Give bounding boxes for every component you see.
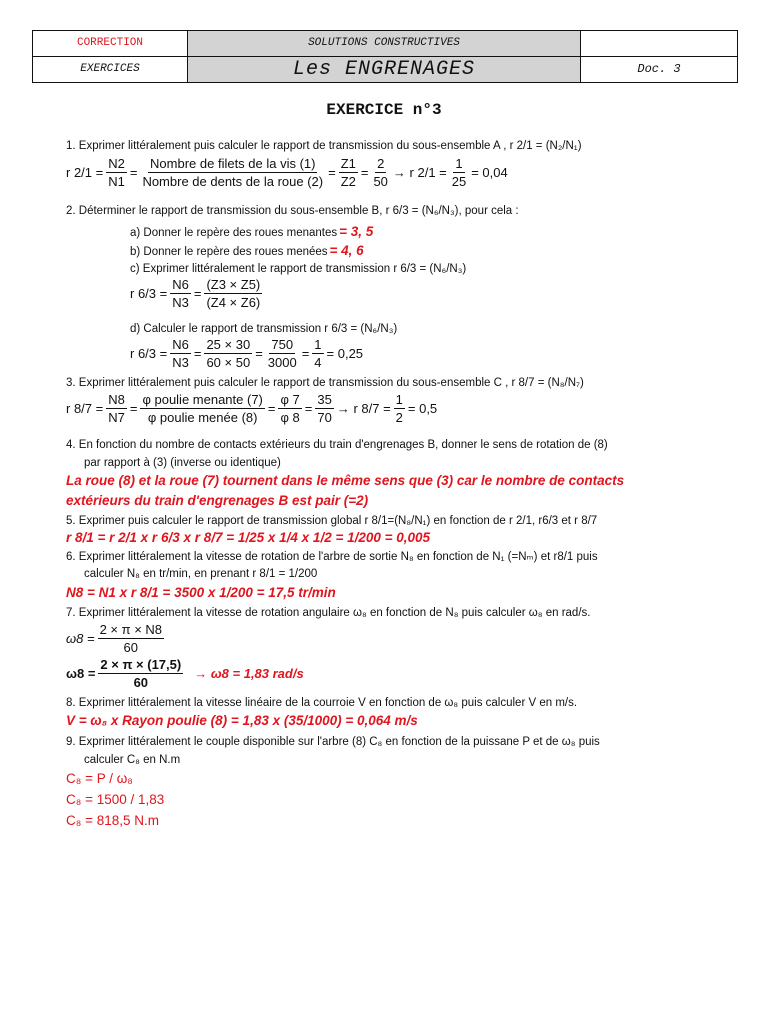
- q2-c: c) Exprimer littéralement le rapport de transmission r 6/3 = (N₆/N₃): [130, 263, 467, 275]
- q3-text: 3. Exprimer littéralement puis calculer le rapport de transmission du sous-ensemble C , r 8/7 = (N₈/N₇): [66, 377, 584, 389]
- q6-text1: 6. Exprimer littéralement la vitesse de rotation de l'arbre de sortie N₈ en fonction de N₁ (=Nₘ) et r8/1 puis: [66, 551, 598, 563]
- q9-text1: 9. Exprimer littéralement le couple disponible sur l'arbre (8) C₈ en fonction de la puissane P et de ω₈ puis: [66, 736, 600, 748]
- q2-d-equation: r 6/3 = $\frac{N6}{N3}$ = 25 × 30 60 × 50 = 750 3000 = $\frac{1}{4}$ = 0,25: [130, 337, 364, 370]
- header-solutions: SOLUTIONS CONSTRUCTIVES: [188, 31, 581, 57]
- q6-text2: calculer N₈ en tr/min, en prenant r 8/1 = 1/200: [84, 568, 318, 580]
- q5-text: 5. Exprimer puis calculer le rapport de transmission global r 8/1=(N₈/N₁) en fonction de r 2/1, r6/3 et r 8/7: [66, 515, 598, 527]
- q1-lhs: r 2/1 =: [66, 165, 104, 180]
- q1-frac2: Nombre de filets de la vis (1) Nombre de dents de la roue (2): [142, 156, 324, 189]
- header-subject: Les ENGRENAGES: [188, 57, 581, 83]
- q6-answer: N8 = N1 x r 8/1 = 3500 x 1/200 = 17,5 tr/min: [66, 585, 336, 600]
- q2-c-equation: r 6/3 = $\frac{N6}{N3}$ = (Z3 × Z5) (Z4 × Z6): [130, 277, 261, 310]
- q1-frac3: Z1 Z2: [340, 156, 356, 189]
- q8-text: 8. Exprimer littéralement la vitesse linéaire de la courroie V en fonction de ω₈ puis calculer V en m/s.: [66, 697, 578, 709]
- q7-text: 7. Exprimer littéralement la vitesse de rotation angulaire ω₈ en fonction de N₈ puis calculer ω₈ en rad/s.: [66, 607, 591, 619]
- q1-text: 1. Exprimer littéralement puis calculer le rapport de transmission du sous-ensemble A , r 2/1 = (N₂/N₁): [66, 140, 582, 152]
- header-doc: Doc. 3: [637, 62, 681, 77]
- q3-equation: r 8/7 = $\frac{N8}{N7}$ = φ poulie menante (7) φ poulie menée (8) = φ 7 φ 8 = 35 70 → r 8/7 = $\frac{1}{2}$ = 0,5: [66, 392, 438, 425]
- q2-a: a) Donner le repère des roues menantes = 3, 5: [130, 224, 374, 239]
- q1-result-lhs: → r 2/1 =: [392, 165, 447, 180]
- q4-text2: par rapport à (3) (inverse ou identique): [84, 457, 281, 469]
- header-table: [32, 30, 738, 83]
- q2-b: b) Donner le repère des roues menées = 4, 6: [130, 243, 364, 258]
- q2-d: d) Calculer le rapport de transmission r 6/3 = (N₆/N₃): [130, 323, 398, 335]
- q4-answer2: extérieurs du train d'engrenages B est pair (=2): [66, 493, 369, 508]
- q2-b-answer: = 4, 6: [329, 243, 364, 258]
- q7-equation1: ω8 = $\frac{2 \times \pi \times N8}{60}$: [66, 622, 163, 655]
- q1-frac5: $\frac{1}{25}$: [451, 156, 467, 189]
- q4-text1: 4. En fonction du nombre de contacts extérieurs du train d'engrenages B, donner le sens de rotation de (8): [66, 439, 608, 451]
- q5-answer: r 8/1 = r 2/1 x r 6/3 x r 8/7 = 1/25 x 1/4 x 1/2 = 1/200 = 0,005: [66, 530, 431, 545]
- header-correction: CORRECTION: [33, 31, 188, 57]
- q9-answer1: C₈ = P / ω₈: [66, 771, 133, 786]
- q9-answer2: C₈ = 1500 / 1,83: [66, 792, 165, 807]
- q7-answer: → ω8 = 1,83 rad/s: [194, 666, 304, 681]
- q1-equation: r 2/1 = $\frac{N2}{N1}$ = Nombre de filets de la vis (1) Nombre de dents de la roue (2) = Z1 Z2 = 2 50 → r 2/1 = $\frac{1}{25}$ = 0,04: [66, 156, 508, 189]
- q9-text2: calculer C₈ en N.m: [84, 754, 181, 766]
- q4-answer1: La roue (8) et la roue (7) tournent dans le même sens que (3) car le nombre de contacts: [66, 473, 625, 488]
- q9-answer3: C₈ = 818,5 N.m: [66, 813, 160, 828]
- q8-answer: V = ω₈ x Rayon poulie (8) = 1,83 x (35/1000) = 0,064 m/s: [66, 713, 418, 728]
- q1-frac1: $\frac{N2}{N1}$: [108, 156, 125, 189]
- q7-equation2: ω8 = $\frac{2 \times \pi \times (17,5)}{60}$ → ω8 = 1,83 rad/s: [66, 657, 304, 690]
- header-exercices: EXERCICES: [33, 57, 188, 83]
- q2-a-answer: = 3, 5: [339, 224, 374, 239]
- page-title: EXERCICE n°3: [326, 101, 442, 119]
- q2-text: 2. Déterminer le rapport de transmission du sous-ensemble B, r 6/3 = (N₆/N₃), pour cela :: [66, 205, 519, 217]
- q1-value: = 0,04: [471, 165, 508, 180]
- q1-frac4: 2 50: [373, 156, 388, 189]
- header-empty: [581, 31, 737, 57]
